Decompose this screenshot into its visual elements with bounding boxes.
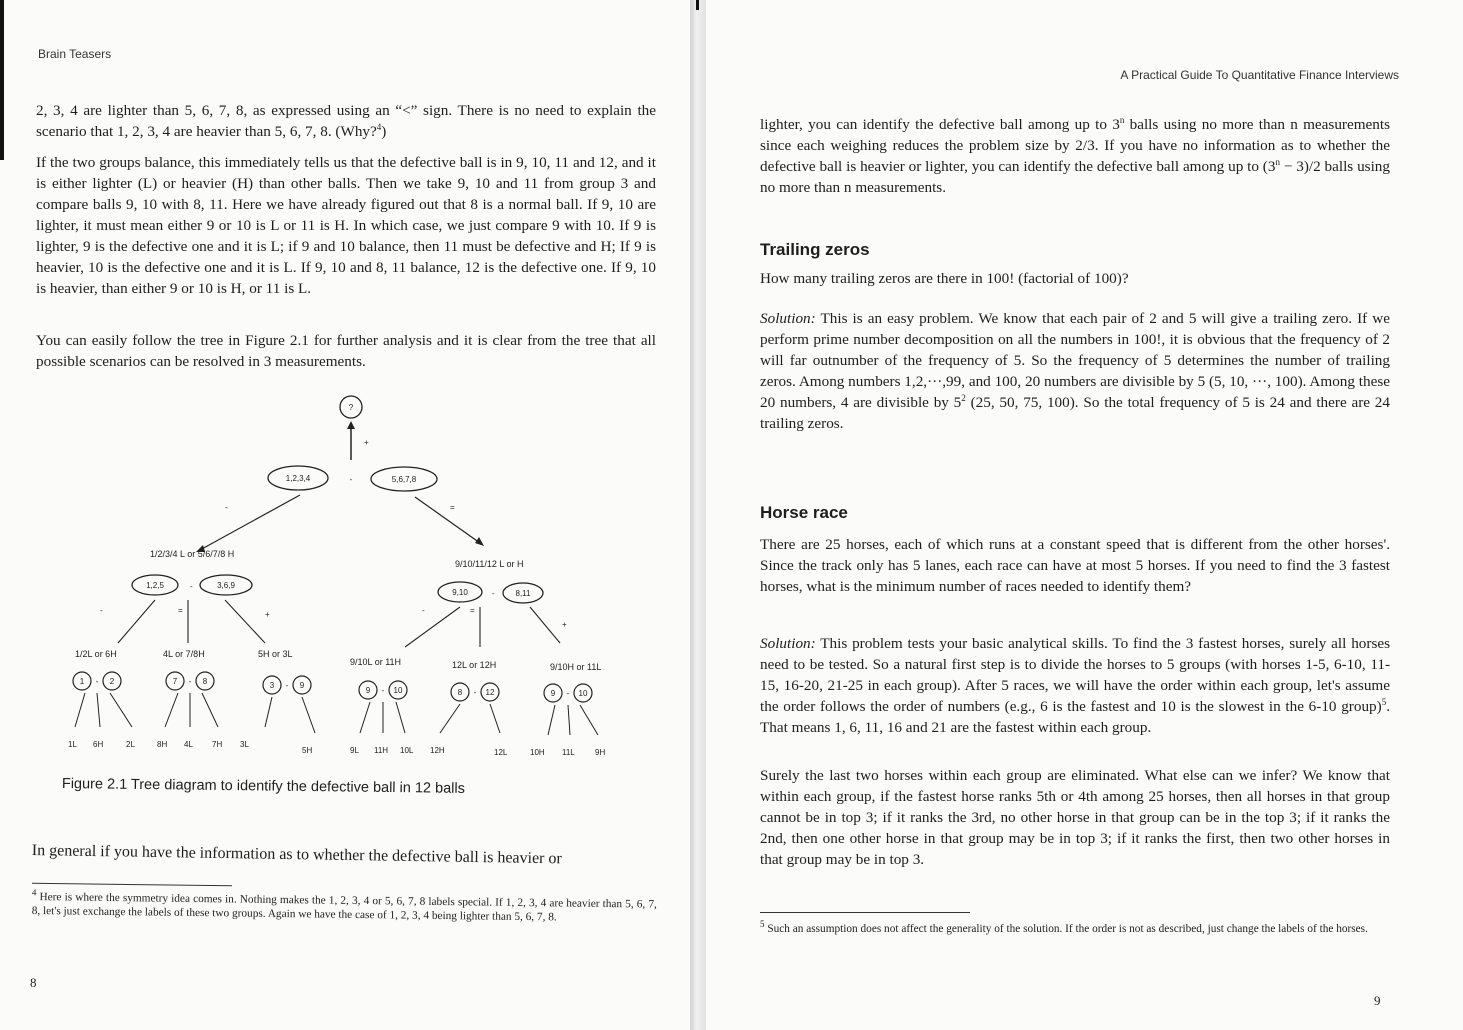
paragraph-3: You can easily follow the tree in Figure 2.1 for further analysis and it is clear from the tree that all possible scenarios can be resolved in 3 measurements. xyxy=(36,332,656,370)
section-title-horse-race: Horse race xyxy=(760,503,848,522)
svg-text:-: - xyxy=(381,686,385,695)
svg-text:+: + xyxy=(562,620,567,629)
pair-6-b: 10 xyxy=(578,689,588,698)
page-number-right: 9 xyxy=(1374,993,1381,1008)
node-369-label: 3,6,9 xyxy=(217,581,235,590)
footnote-rule-right xyxy=(760,912,970,913)
pair-2-b: 8 xyxy=(202,677,208,686)
pair-6-a: 9 xyxy=(550,689,556,698)
group-label-6: 9/10H or 11L xyxy=(550,662,602,672)
sign-top-minus: - xyxy=(349,475,353,484)
svg-text:-: - xyxy=(422,606,425,615)
horse-race-question: There are 25 horses, each of which runs at a constant speed that is different from the other horses'. Since the track only has 5 lanes, each race can have at most 5 horses. If you need to find the 3 fastest horses, what is the minimum number of races needed to identify them? xyxy=(760,536,1390,595)
node-125-label: 1,2,5 xyxy=(146,581,164,590)
svg-text:=: = xyxy=(470,606,475,615)
pair-1-b: 2 xyxy=(109,677,115,686)
node-8-11-label: 8,11 xyxy=(515,589,531,598)
node-9-10-label: 9,10 xyxy=(452,588,468,597)
sign-right-plus: = xyxy=(450,503,455,512)
pair-2-a: 7 xyxy=(172,677,178,686)
leaf-13: 12L xyxy=(494,748,508,757)
leaf-10: 11H xyxy=(374,746,389,755)
sign-root-plus: + xyxy=(364,438,369,447)
pair-3-a: 3 xyxy=(269,681,275,690)
svg-text:-: - xyxy=(100,606,103,615)
paragraph-1: 2, 3, 4 are lighter than 5, 6, 7, 8, as expressed using an “<” sign. There is no need to explain the scenario that 1, 2, 3, 4 are heavier than 5, 6, 7, 8. (Why?$^4$) xyxy=(36,102,656,140)
paragraph-4: In general if you have the information as to whether the defective ball is heavier or xyxy=(31,841,562,868)
tree-diagram xyxy=(60,385,660,760)
pair-5-b: 12 xyxy=(485,688,495,697)
leaf-4: 8H xyxy=(157,740,168,749)
svg-text:-: - xyxy=(473,688,477,697)
trailing-zeros-question: How many trailing zeros are there in 100! (factorial of 100)? xyxy=(760,270,1129,287)
svg-text:-: - xyxy=(566,689,570,698)
group-label-1: 1/2L or 6H xyxy=(75,649,117,659)
running-header-left: Brain Teasers xyxy=(38,47,112,61)
leaf-14: 10H xyxy=(530,748,545,757)
svg-text:=: = xyxy=(178,606,183,615)
right-page xyxy=(706,0,1463,1030)
pair-3-b: 9 xyxy=(299,681,305,690)
paragraph-2: If the two groups balance, this immediately tells us that the defective ball is in 9, 10, 11 and 12, and it is either lighter (L) or heavier (H) than other balls. Then we take 9, 10 and 11 from group 3 and compare balls 9, 10 with 8, 11. Here we have already figured out that 8 is a normal ball. If 9, 10 are lighter, it must mean either 9 or 10 is L or 11 is H. In which case, we just compare 9 with 10. If 9 is lighter, 9 is the defective one and it is L; if 9 and 10 balance, then 11 must be defective and H; If 9 is heavier, 10 is the defective one and it is L. If 9, 10 and 8, 11 balance, 12 is the defective one. If 9, 10 is heavier, than either 9 or 10 is H, or 11 is L. xyxy=(36,154,656,297)
pair-1-a: 1 xyxy=(79,677,85,686)
footnote-5: $^5$ Such an assumption does not affect the generality of the solution. If the order is not as described, just change the labels of the horses. xyxy=(760,919,1368,935)
pair-4-b: 10 xyxy=(393,686,403,695)
horse-race-paragraph-2: Surely the last two horses within each group are eliminated. What else can we infer? We know that within each group, if the fastest horse ranks 5th or 4th among 25 horses, then all horses in that group cannot be in top 3; if it ranks the 3rd, no other horse in that group can be in the top 3; if it ranks the 2nd, then one other horse in that group may be in top 3; if it ranks the first, then two other horses in that group may be in top 3. xyxy=(760,767,1390,868)
leaf-3: 2L xyxy=(126,740,135,749)
svg-text:-: - xyxy=(190,582,193,591)
footnote-rule xyxy=(32,883,232,886)
leaf-15: 11L xyxy=(562,748,575,757)
node-5678-label: 5,6,7,8 xyxy=(391,475,417,484)
svg-text:-: - xyxy=(492,589,495,598)
branch-label-left: 1/2/3/4 L or 5/6/7/8 H xyxy=(150,549,235,559)
branch-label-right: 9/10/11/12 L or H xyxy=(455,559,524,569)
trailing-zeros-solution: Solution: This is an easy problem. We know that each pair of 2 and 5 will give a trailing zero. If we perform prime number decomposition on all the numbers in 100!, it is obvious that the frequency of 2 will far outnumber of the frequency of 5. So the frequency of 5 determines the number of trailing zeros. Among numbers 1,2,···,99, and 100, 20 numbers are divisible by 5 (5, 10, ···, 100). Among these 20 numbers, 4 are divisible by $5^2$ (25, 50, 75, 100). So the total frequency of 5 is 24 and there are 24 trailing zeros. xyxy=(760,310,1390,432)
leaf-1: 1L xyxy=(68,740,77,749)
svg-text:-: - xyxy=(188,677,192,686)
left-page xyxy=(0,0,690,1030)
sign-left-minus: - xyxy=(225,503,228,512)
node-1234-label: 1,2,3,4 xyxy=(285,474,311,483)
section-title-trailing-zeros: Trailing zeros xyxy=(760,240,870,259)
group-label-2: 4L or 7/8H xyxy=(163,649,205,659)
pair-5-a: 8 xyxy=(457,688,463,697)
root-label: ? xyxy=(348,403,354,412)
group-label-4: 9/10L or 11H xyxy=(350,657,402,667)
page-number-left: 8 xyxy=(30,975,37,990)
group-label-3: 5H or 3L xyxy=(258,649,293,659)
pair-4-a: 9 xyxy=(365,686,371,695)
footnote-4: $^4$ Here is where the symmetry idea comes in. Nothing makes the 1, 2, 3, 4 or 5, 6, 7, 8 labels special. If 1, 2, 3, 4 are heavier than 5, 6, 7, 8, let's just exchange the labels of these two groups. Again we have the case of 1, 2, 3, 4 being lighter than 5, 6, 7, 8. xyxy=(31,887,657,924)
figure-caption: Figure 2.1 Tree diagram to identify the defective ball in 12 balls xyxy=(61,776,465,797)
leaf-12: 12H xyxy=(430,746,445,755)
running-header-right: A Practical Guide To Quantitative Finance Interviews xyxy=(1120,68,1399,82)
leaf-8: 5H xyxy=(302,746,313,755)
leaf-7: 3L xyxy=(240,740,249,749)
leaf-16: 9H xyxy=(595,748,606,757)
page-edge-mark xyxy=(0,0,4,160)
leaf-9: 9L xyxy=(350,746,359,755)
leaf-5: 4L xyxy=(184,740,193,749)
leaf-11: 10L xyxy=(400,746,414,755)
leaf-6: 7H xyxy=(212,740,223,749)
paragraph-r1: lighter, you can identify the defective ball among up to 3$^n$ balls using no more than n measurements since each weighing reduces the problem size by 2/3. If you have no information as to whether the defective ball is heavier or lighter, you can identify the defective ball among up to $(3^n - 3)/2$ balls using no more than n measurements. xyxy=(760,114,1390,196)
group-label-5: 12L or 12H xyxy=(452,660,497,670)
leaf-2: 6H xyxy=(93,740,104,749)
book-gutter xyxy=(690,0,706,1030)
svg-text:-: - xyxy=(285,681,289,690)
horse-race-solution: Solution: This problem tests your basic analytical skills. To find the 3 fastest horses, surely all horses need to be tested. So a natural first step is to divide the horses to 5 groups (with horses 1-5, 6-10, 11-15, 16-20, 21-25 in each group). After 5 races, we will have the order within each group, let's assume the order follows the order of numbers (e.g., 6 is the fastest and 10 is the slowest in the 6-10 group)$^5$. That means 1, 6, 11, 16 and 21 are the fastest within each group. xyxy=(760,635,1390,736)
svg-text:+: + xyxy=(265,610,270,619)
svg-text:-: - xyxy=(95,677,99,686)
